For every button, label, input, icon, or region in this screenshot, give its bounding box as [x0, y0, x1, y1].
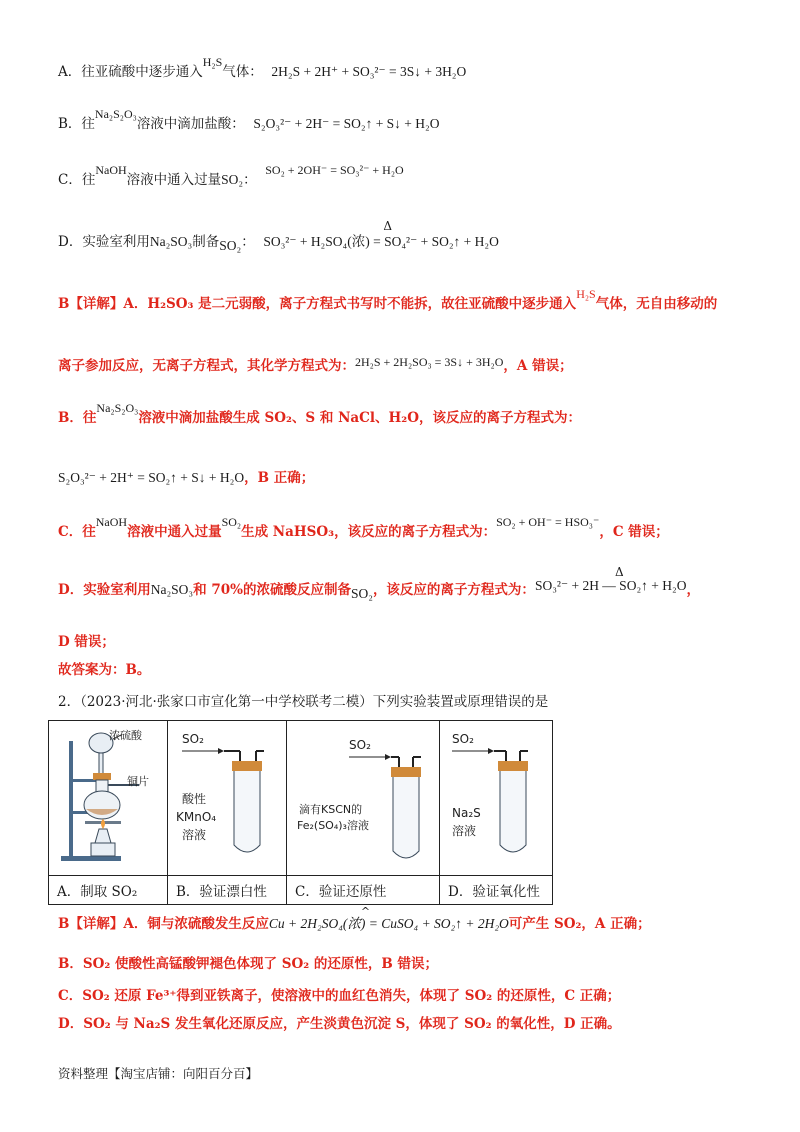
option-c-colon: ： [243, 172, 257, 188]
explain2-l1eq: Cu + 2H₂SO₄(浓) = CuSO₄ + SO₂↑ + 2H₂O [268, 916, 509, 931]
option-c [58, 163, 760, 190]
caption-c: C．验证还原性 [287, 876, 440, 905]
so2-label-c: SO₂ [349, 738, 371, 752]
explain1-l6gas: SO₂ [350, 586, 373, 601]
label-kscn: 滴有KSCN的 [299, 803, 363, 816]
option-a-gas: H₂S [202, 55, 223, 69]
option-c-equation: SO₂ + 2OH⁻ = SO₃²⁻ + H₂O [265, 163, 404, 177]
explain1-l3reagent: Na₂S₂O₃ [96, 401, 139, 415]
explain1-l6b: 和 70%的浓硫酸反应制备 [193, 582, 351, 598]
explain1-l2b: ，A 错误； [503, 358, 573, 374]
apparatus-d-svg [440, 721, 552, 871]
option-d-reagent: Na₂SO₃ [149, 234, 193, 249]
explain1-l1gas: H₂S [576, 287, 596, 301]
flask-stopper [93, 773, 111, 780]
flame-icon [101, 819, 105, 829]
lamp-base [91, 843, 115, 856]
explain1-l3a: B．往 [58, 410, 97, 426]
explain1-l5a: C．往 [58, 524, 96, 540]
explain1-l4eq: S₂O₃²⁻ + 2H⁺ = SO₂↑ + S↓ + H₂O [58, 470, 245, 485]
label-fe2so43: Fe₂(SO₄)₃溶液 [297, 819, 369, 832]
option-a-equation: 2H₂S + 2H⁺ + SO₃²⁻ = 3S↓ + 3H₂O [271, 64, 467, 79]
explain1-l6c: ，该反应的离子方程式为： [372, 582, 535, 598]
option-d-gas: SO₂ [219, 238, 242, 253]
explain2-line1 [58, 905, 760, 934]
explain1-l1b: 气体，无自由移动的 [595, 296, 718, 312]
explain1-line2 [58, 356, 760, 376]
label-kmno4: KMnO₄ [176, 810, 217, 824]
explain1-l5gas: SO₂ [221, 515, 242, 529]
option-b [58, 107, 760, 134]
explain1-line4 [58, 468, 760, 488]
test-tube-c [393, 777, 419, 858]
option-b-equation: S₂O₃²⁻ + 2H⁻ = SO₂↑ + S↓ + H₂O [253, 116, 440, 131]
cell-c-figure [287, 721, 440, 876]
explain1-line6 [58, 565, 760, 601]
stopper-c [391, 767, 421, 777]
explain1-line7: D 错误； [58, 634, 115, 650]
explain1-l6d: ， [686, 582, 700, 598]
option-c-mid: 溶液中通入过量 [126, 172, 222, 188]
explain1-l4b: ，B 正确； [244, 470, 315, 486]
so2-label-d: SO₂ [452, 732, 474, 746]
explain1-l3b: 溶液中滴加盐酸生成 SO₂、S 和 NaCl、H₂O，该反应的离子方程式为： [138, 410, 581, 426]
stand-rod [69, 741, 73, 857]
option-c-reagent: NaOH [95, 163, 127, 177]
caption-d: D．验证氧化性 [440, 876, 553, 905]
explain1-l5b: 溶液中通入过量 [127, 524, 222, 540]
explain1-l6reagent: Na₂SO₃ [150, 582, 194, 597]
test-tube-d [500, 771, 526, 852]
so2-label-b: SO₂ [182, 732, 204, 746]
option-d-equation: SO₃²⁻ + H₂SO₄(浓) = SO₄²⁻ + SO₂↑ + H₂O [263, 234, 499, 249]
label-na2s: Na₂S [452, 806, 481, 820]
option-d-colon: ： [241, 234, 255, 250]
explain1-l5reagent: NaOH [95, 515, 128, 529]
apparatus-a-svg [49, 721, 167, 871]
explain1-l5d: ，C 错误； [599, 524, 669, 540]
explain2-l1b: 可产生 SO₂，A 正确； [508, 916, 651, 932]
stopper-d [498, 761, 528, 771]
caption-a: A．制取 SO₂ [49, 876, 168, 905]
label-solution-d: 溶液 [452, 824, 477, 838]
explain2-l1a: B【详解】A．铜与浓硫酸发生反应 [58, 916, 269, 932]
option-b-mid: 溶液中滴加盐酸： [136, 116, 245, 132]
funnel-stem [99, 753, 103, 775]
label-conc-acid: 浓硫酸 [109, 729, 142, 742]
option-c-text: C．往 [58, 172, 96, 188]
apparatus-table [48, 720, 553, 905]
question2-title: 2．（2023·河北·张家口市宣化第一中学校联考二模）下列实验装置或原理错误的是 [58, 694, 549, 710]
option-a-post: 气体： [222, 64, 263, 80]
arrow-head-c [385, 754, 391, 760]
cell-d-figure [440, 721, 553, 876]
explain1-l6delta: Δ [614, 565, 624, 579]
explain2-line3: C．SO₂ 还原 Fe³⁺得到亚铁离子，使溶液中的血红色消失，体现了 SO₂ 的还原性，C 正确； [58, 988, 621, 1004]
option-a [58, 55, 760, 82]
apparatus-c-svg [287, 721, 439, 871]
explain1-line3 [58, 401, 760, 428]
explain1-l2eq: 2H₂S + 2H₂SO₃ = 3S↓ + 3H₂O [355, 355, 504, 369]
explain1-l1a: B【详解】A．H₂SO₃ 是二元弱酸，离子方程式书写时不能拆，故往亚硫酸中逐步通入 [58, 296, 577, 312]
explain1-l6eq: SO₃²⁻ + 2H — SO₂↑ + H₂O [534, 578, 687, 593]
option-b-text: B．往 [58, 116, 95, 132]
test-tube-b [234, 771, 260, 852]
arrow-head-d [488, 748, 494, 754]
arrow-head-b [218, 748, 224, 754]
explain1-line1 [58, 287, 760, 314]
explain1-l2a: 离子参加反应，无离子方程式，其化学方程式为： [58, 358, 355, 374]
explain1-line8: 故答案为：B。 [58, 662, 151, 678]
cell-b-figure [168, 721, 287, 876]
option-a-text: A．往亚硫酸中逐步通入 [58, 64, 203, 80]
explain2-l1delta: ^ [360, 905, 371, 918]
explain1-l5eq: SO₂ + OH⁻ = HSO₃⁻ [496, 515, 600, 529]
option-d-delta: Δ [383, 219, 392, 233]
option-d [58, 219, 760, 253]
cell-a-figure [49, 721, 168, 876]
alcohol-lamp [95, 829, 111, 843]
stopper-b [232, 761, 262, 771]
explain2-line4: D．SO₂ 与 Na₂S 发生氧化还原反应，产生淡黄色沉淀 S，体现了 SO₂ 的氧化性，D 正确。 [58, 1016, 621, 1032]
option-d-mid: 制备 [192, 234, 220, 250]
caption-b: B．验证漂白性 [168, 876, 287, 905]
option-d-text: D．实验室利用 [58, 234, 150, 250]
option-b-reagent: Na₂S₂O₃ [94, 107, 137, 121]
option-c-gas: SO₂ [221, 172, 244, 187]
label-copper: 铜片 [127, 775, 149, 788]
explain1-l5c: 生成 NaHSO₃，该反应的离子方程式为： [241, 524, 497, 540]
explain2-line2: B．SO₂ 使酸性高锰酸钾褪色体现了 SO₂ 的还原性，B 错误； [58, 956, 438, 972]
explain1-line5 [58, 515, 760, 542]
label-acidic: 酸性 [182, 792, 207, 806]
apparatus-b-svg [168, 721, 286, 871]
label-solution-b: 溶液 [182, 828, 207, 842]
footer-note: 资料整理【淘宝店铺：向阳百分百】 [58, 1066, 259, 1081]
explain1-l6a: D．实验室利用 [58, 582, 151, 598]
